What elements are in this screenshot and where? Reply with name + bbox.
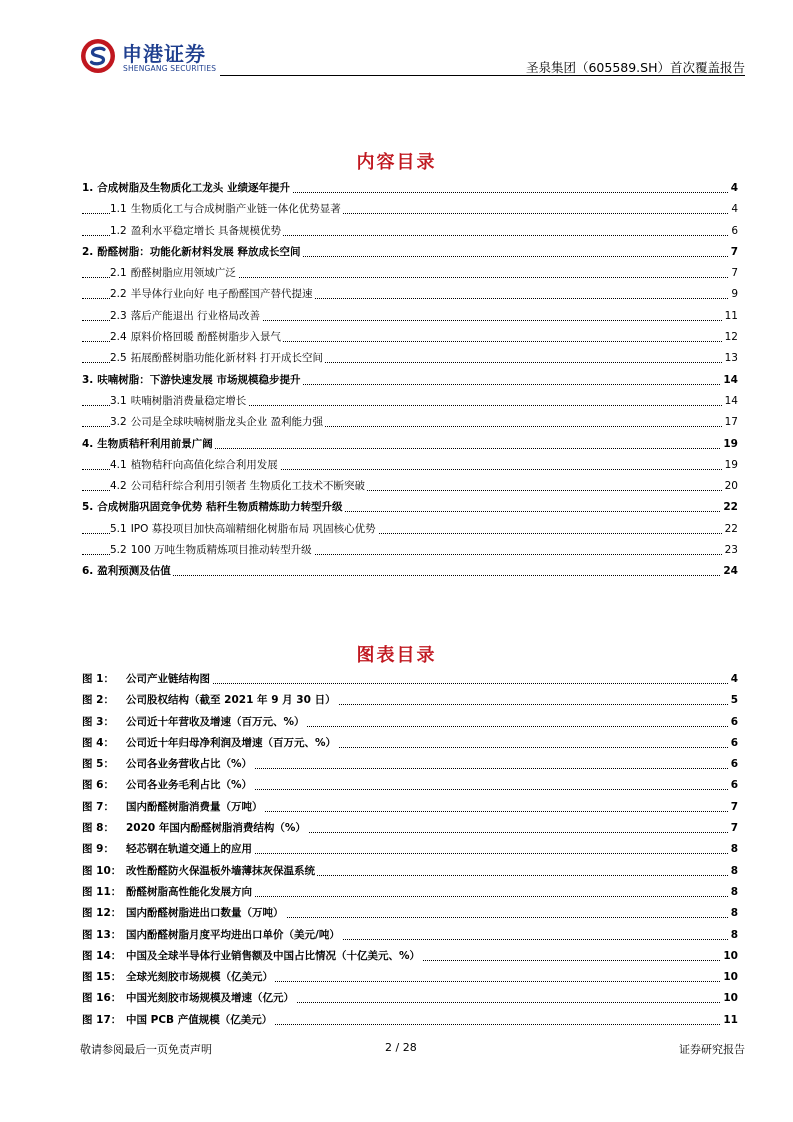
leader-dots	[82, 575, 738, 576]
entry-text: 酚醛树脂应用领域广泛	[130, 267, 236, 280]
entry-number: 2.1	[110, 267, 127, 280]
entry-page-number: 4	[730, 673, 738, 685]
entry-label	[82, 863, 317, 879]
entry-text: 原料价格回暖 酚醛树脂步入景气	[130, 331, 282, 344]
entry-text: 生物质秸秆利用前景广阔	[97, 437, 213, 450]
entry-number: 图 9：	[82, 843, 114, 856]
entry-page-number: 9	[731, 288, 738, 301]
figure-list	[82, 669, 738, 1031]
entry-text: 全球光刻胶市场规模（亿美元）	[126, 971, 273, 984]
entry-number: 5.2	[110, 544, 127, 557]
entry-text: 落后产能退出 行业格局改善	[130, 309, 261, 322]
entry-number: 4.2	[110, 480, 127, 493]
figure-entry[interactable]	[82, 775, 738, 796]
entry-label	[82, 436, 215, 452]
entry-label	[110, 521, 378, 537]
entry-page-number: 11	[723, 1013, 738, 1026]
entry-label	[110, 393, 248, 409]
toc-section-entry[interactable]	[82, 327, 738, 348]
toc-section-entry[interactable]	[82, 348, 738, 369]
brand-name-en: SHENGANG SECURITIES	[123, 64, 217, 73]
entry-page-number: 8	[730, 928, 738, 941]
entry-page-number: 22	[724, 522, 738, 535]
entry-page-number: 20	[724, 480, 738, 493]
entry-number: 2.4	[110, 331, 127, 344]
entry-page-number: 4	[731, 203, 738, 216]
toc-section-entry[interactable]	[82, 284, 738, 305]
figures-title: 图表目录	[356, 645, 437, 666]
entry-text: 盈利预测及估值	[97, 565, 171, 578]
entry-text: 植物秸秆向高值化综合利用发展	[130, 458, 278, 471]
entry-number: 3.	[82, 373, 94, 386]
entry-text: 轻芯钢在轨道交通上的应用	[126, 843, 252, 856]
entry-label	[110, 308, 262, 324]
entry-page-number: 7	[731, 267, 738, 280]
entry-label	[82, 714, 307, 730]
entry-number: 图 8：	[82, 822, 114, 835]
entry-number: 1.2	[110, 224, 127, 237]
entry-number: 1.	[82, 182, 94, 194]
entry-page-number: 8	[730, 864, 738, 877]
entry-text: 100 万吨生物质精炼项目推动转型升级	[130, 544, 312, 557]
entry-label	[82, 372, 302, 388]
entry-label	[82, 820, 308, 836]
report-type: 证券研究报告	[679, 1043, 745, 1056]
toc-section-entry[interactable]	[82, 519, 738, 540]
entry-text: 盈利水平稳定增长 具备规模优势	[130, 224, 282, 237]
entry-number: 图 6：	[82, 779, 114, 792]
entry-page-number: 4	[730, 182, 738, 194]
entry-label	[110, 542, 314, 558]
entry-label	[110, 265, 238, 281]
entry-page-number: 5	[730, 694, 738, 707]
entry-page-number: 13	[724, 352, 738, 365]
entry-page-number: 10	[723, 992, 738, 1005]
entry-page-number: 7	[730, 800, 738, 813]
entry-number: 图 10：	[82, 864, 122, 877]
entry-text: 国内酚醛树脂进出口数量（万吨）	[126, 907, 284, 920]
toc-section-entry[interactable]	[82, 199, 738, 220]
entry-page-number: 14	[723, 373, 738, 386]
entry-label	[82, 1012, 274, 1028]
entry-text: 呋喃树脂：下游快速发展 市场规模稳步提升	[97, 373, 301, 386]
entry-number: 图 2：	[82, 694, 114, 707]
entry-page-number: 7	[730, 822, 738, 835]
entry-label	[82, 990, 296, 1006]
brand-logo	[80, 38, 220, 78]
toc-section-entry[interactable]	[82, 540, 738, 561]
entry-text: 合成树脂及生物质化工龙头 业绩逐年提升	[97, 182, 290, 194]
figure-entry[interactable]	[82, 690, 738, 711]
entry-label	[82, 884, 254, 900]
entry-page-number: 19	[723, 437, 738, 450]
entry-text: 中国光刻胶市场规模及增速（亿元）	[126, 992, 294, 1005]
figure-entry[interactable]	[82, 669, 738, 690]
entry-text: 公司是全球呋喃树脂龙头企业 盈利能力强	[130, 416, 324, 429]
entry-page-number: 19	[724, 458, 738, 471]
entry-number: 图 5：	[82, 758, 114, 771]
entry-page-number: 23	[724, 544, 738, 557]
figure-entry[interactable]	[82, 967, 738, 988]
entry-label	[82, 244, 302, 260]
entry-number: 2.5	[110, 352, 127, 365]
entry-text: 中国 PCB 产值规模（亿美元）	[126, 1013, 273, 1026]
entry-label	[82, 692, 338, 708]
entry-number: 4.	[82, 437, 94, 450]
entry-number: 2.2	[110, 288, 127, 301]
figure-entry[interactable]	[82, 818, 738, 839]
figure-entry[interactable]	[82, 733, 738, 754]
toc-section-entry[interactable]	[82, 263, 738, 284]
entry-page-number: 6	[730, 715, 738, 728]
entry-page-number: 12	[724, 331, 738, 344]
figure-entry[interactable]	[82, 882, 738, 903]
entry-page-number: 14	[724, 394, 738, 407]
toc-section-entry[interactable]	[82, 306, 738, 327]
entry-page-number: 11	[724, 309, 738, 322]
entry-number: 4.1	[110, 458, 127, 471]
entry-text: 公司近十年归母净利润及增速（百万元、%）	[126, 736, 337, 749]
entry-number: 图 3：	[82, 715, 114, 728]
toc-chapter-entry[interactable]	[82, 370, 738, 391]
entry-label	[82, 969, 275, 985]
entry-text: 2020 年国内酚醛树脂消费结构（%）	[126, 822, 306, 835]
entry-page-number: 7	[730, 245, 738, 258]
toc-title: 内容目录	[356, 152, 437, 173]
page-number: 2 / 28	[385, 1041, 417, 1054]
figure-entry[interactable]	[82, 797, 738, 818]
entry-label	[82, 948, 422, 964]
entry-text: 酚醛树脂：功能化新材料发展 释放成长空间	[97, 245, 301, 258]
entry-label	[110, 223, 283, 239]
entry-page-number: 6	[730, 758, 738, 771]
entry-page-number: 6	[731, 224, 738, 237]
entry-label	[82, 735, 338, 751]
entry-label	[82, 563, 173, 579]
toc-section-entry[interactable]	[82, 455, 738, 476]
entry-number: 图 1：	[82, 673, 114, 685]
entry-label	[110, 286, 315, 302]
entry-label	[110, 478, 367, 494]
entry-text: 公司股权结构（截至 2021 年 9 月 30 日）	[126, 694, 336, 707]
figure-entry[interactable]	[82, 861, 738, 882]
entry-page-number: 17	[724, 416, 738, 429]
entry-page-number: 8	[730, 885, 738, 898]
toc-section-entry[interactable]	[82, 476, 738, 497]
entry-number: 6.	[82, 565, 94, 578]
entry-page-number: 10	[723, 971, 738, 984]
entry-text: 合成树脂巩固竞争优势 秸秆生物质精炼助力转型升级	[97, 501, 343, 514]
toc-chapter-entry[interactable]	[82, 561, 738, 582]
entry-label	[110, 350, 325, 366]
entry-number: 图 14：	[82, 949, 122, 962]
entry-number: 2.	[82, 245, 94, 258]
entry-label	[82, 499, 344, 515]
entry-page-number: 22	[723, 501, 738, 514]
figure-entry[interactable]	[82, 988, 738, 1009]
entry-label	[82, 927, 342, 943]
entry-page-number: 8	[730, 907, 738, 920]
entry-label	[110, 201, 343, 217]
figure-entry[interactable]	[82, 925, 738, 946]
figure-entry[interactable]	[82, 903, 738, 924]
entry-number: 图 12：	[82, 907, 122, 920]
entry-text: 中国及全球半导体行业销售额及中国占比情况（十亿美元、%）	[126, 949, 421, 962]
entry-number: 图 4：	[82, 736, 114, 749]
figure-entry[interactable]	[82, 946, 738, 967]
header-divider	[220, 75, 745, 76]
entry-number: 1.1	[110, 203, 127, 216]
entry-label	[82, 905, 286, 921]
entry-text: 酚醛树脂高性能化发展方向	[126, 885, 252, 898]
entry-page-number: 24	[723, 565, 738, 578]
entry-number: 图 16：	[82, 992, 122, 1005]
entry-text: 半导体行业向好 电子酚醛国产替代提速	[130, 288, 313, 301]
toc-chapter-entry[interactable]	[82, 242, 738, 263]
figure-entry[interactable]	[82, 1010, 738, 1031]
shengang-logo-icon	[80, 38, 116, 74]
entry-label	[82, 756, 254, 772]
entry-page-number: 10	[723, 949, 738, 962]
toc-chapter-entry[interactable]	[82, 434, 738, 455]
entry-text: 公司秸秆综合利用引领者 生物质化工技术不断突破	[130, 480, 366, 493]
page-header	[0, 0, 793, 80]
entry-page-number: 6	[730, 736, 738, 749]
entry-text: 拓展酚醛树脂功能化新材料 打开成长空间	[130, 352, 324, 365]
toc-section-entry[interactable]	[82, 412, 738, 433]
entry-text: 国内酚醛树脂消费量（万吨）	[126, 800, 263, 813]
entry-number: 图 11：	[82, 885, 122, 898]
entry-page-number: 6	[730, 779, 738, 792]
toc-section-entry[interactable]	[82, 391, 738, 412]
table-of-contents	[82, 178, 738, 583]
entry-label	[110, 329, 283, 345]
toc-section-entry[interactable]	[82, 221, 738, 242]
entry-label	[82, 777, 254, 793]
entry-text: 公司近十年营收及增速（百万元、%）	[126, 715, 305, 728]
toc-chapter-entry[interactable]	[82, 178, 738, 199]
entry-label	[110, 414, 325, 430]
disclaimer-note: 敬请参阅最后一页免责声明	[80, 1043, 212, 1056]
entry-label	[82, 180, 292, 196]
entry-number: 图 7：	[82, 800, 114, 813]
entry-text: 改性酚醛防火保温板外墙薄抹灰保温系统	[126, 864, 315, 877]
entry-number: 5.1	[110, 522, 127, 535]
entry-number: 3.1	[110, 394, 127, 407]
entry-number: 3.2	[110, 416, 127, 429]
entry-number: 图 13：	[82, 928, 122, 941]
entry-label	[110, 457, 280, 473]
figure-entry[interactable]	[82, 754, 738, 775]
entry-number: 图 17：	[82, 1013, 122, 1026]
entry-text: 国内酚醛树脂月度平均进出口单价（美元/吨）	[126, 928, 340, 941]
entry-label	[82, 841, 254, 857]
entry-text: 公司各业务营收占比（%）	[126, 758, 253, 771]
report-title: 圣泉集团（605589.SH）首次覆盖报告	[525, 60, 745, 75]
entry-number: 5.	[82, 501, 94, 514]
entry-number: 2.3	[110, 309, 127, 322]
entry-label	[82, 671, 212, 687]
entry-text: 公司各业务毛利占比（%）	[126, 779, 253, 792]
figure-entry[interactable]	[82, 839, 738, 860]
figure-entry[interactable]	[82, 712, 738, 733]
entry-page-number: 8	[730, 843, 738, 856]
toc-chapter-entry[interactable]	[82, 497, 738, 518]
entry-number: 图 15：	[82, 971, 122, 984]
entry-text: IPO 募投项目加快高端精细化树脂布局 巩固核心优势	[130, 522, 376, 535]
entry-text: 公司产业链结构图	[126, 673, 210, 685]
entry-label	[82, 799, 265, 815]
brand-name-cn: 申港证券	[122, 42, 206, 66]
entry-text: 呋喃树脂消费量稳定增长	[130, 394, 247, 407]
entry-text: 生物质化工与合成树脂产业链一体化优势显著	[130, 203, 341, 216]
